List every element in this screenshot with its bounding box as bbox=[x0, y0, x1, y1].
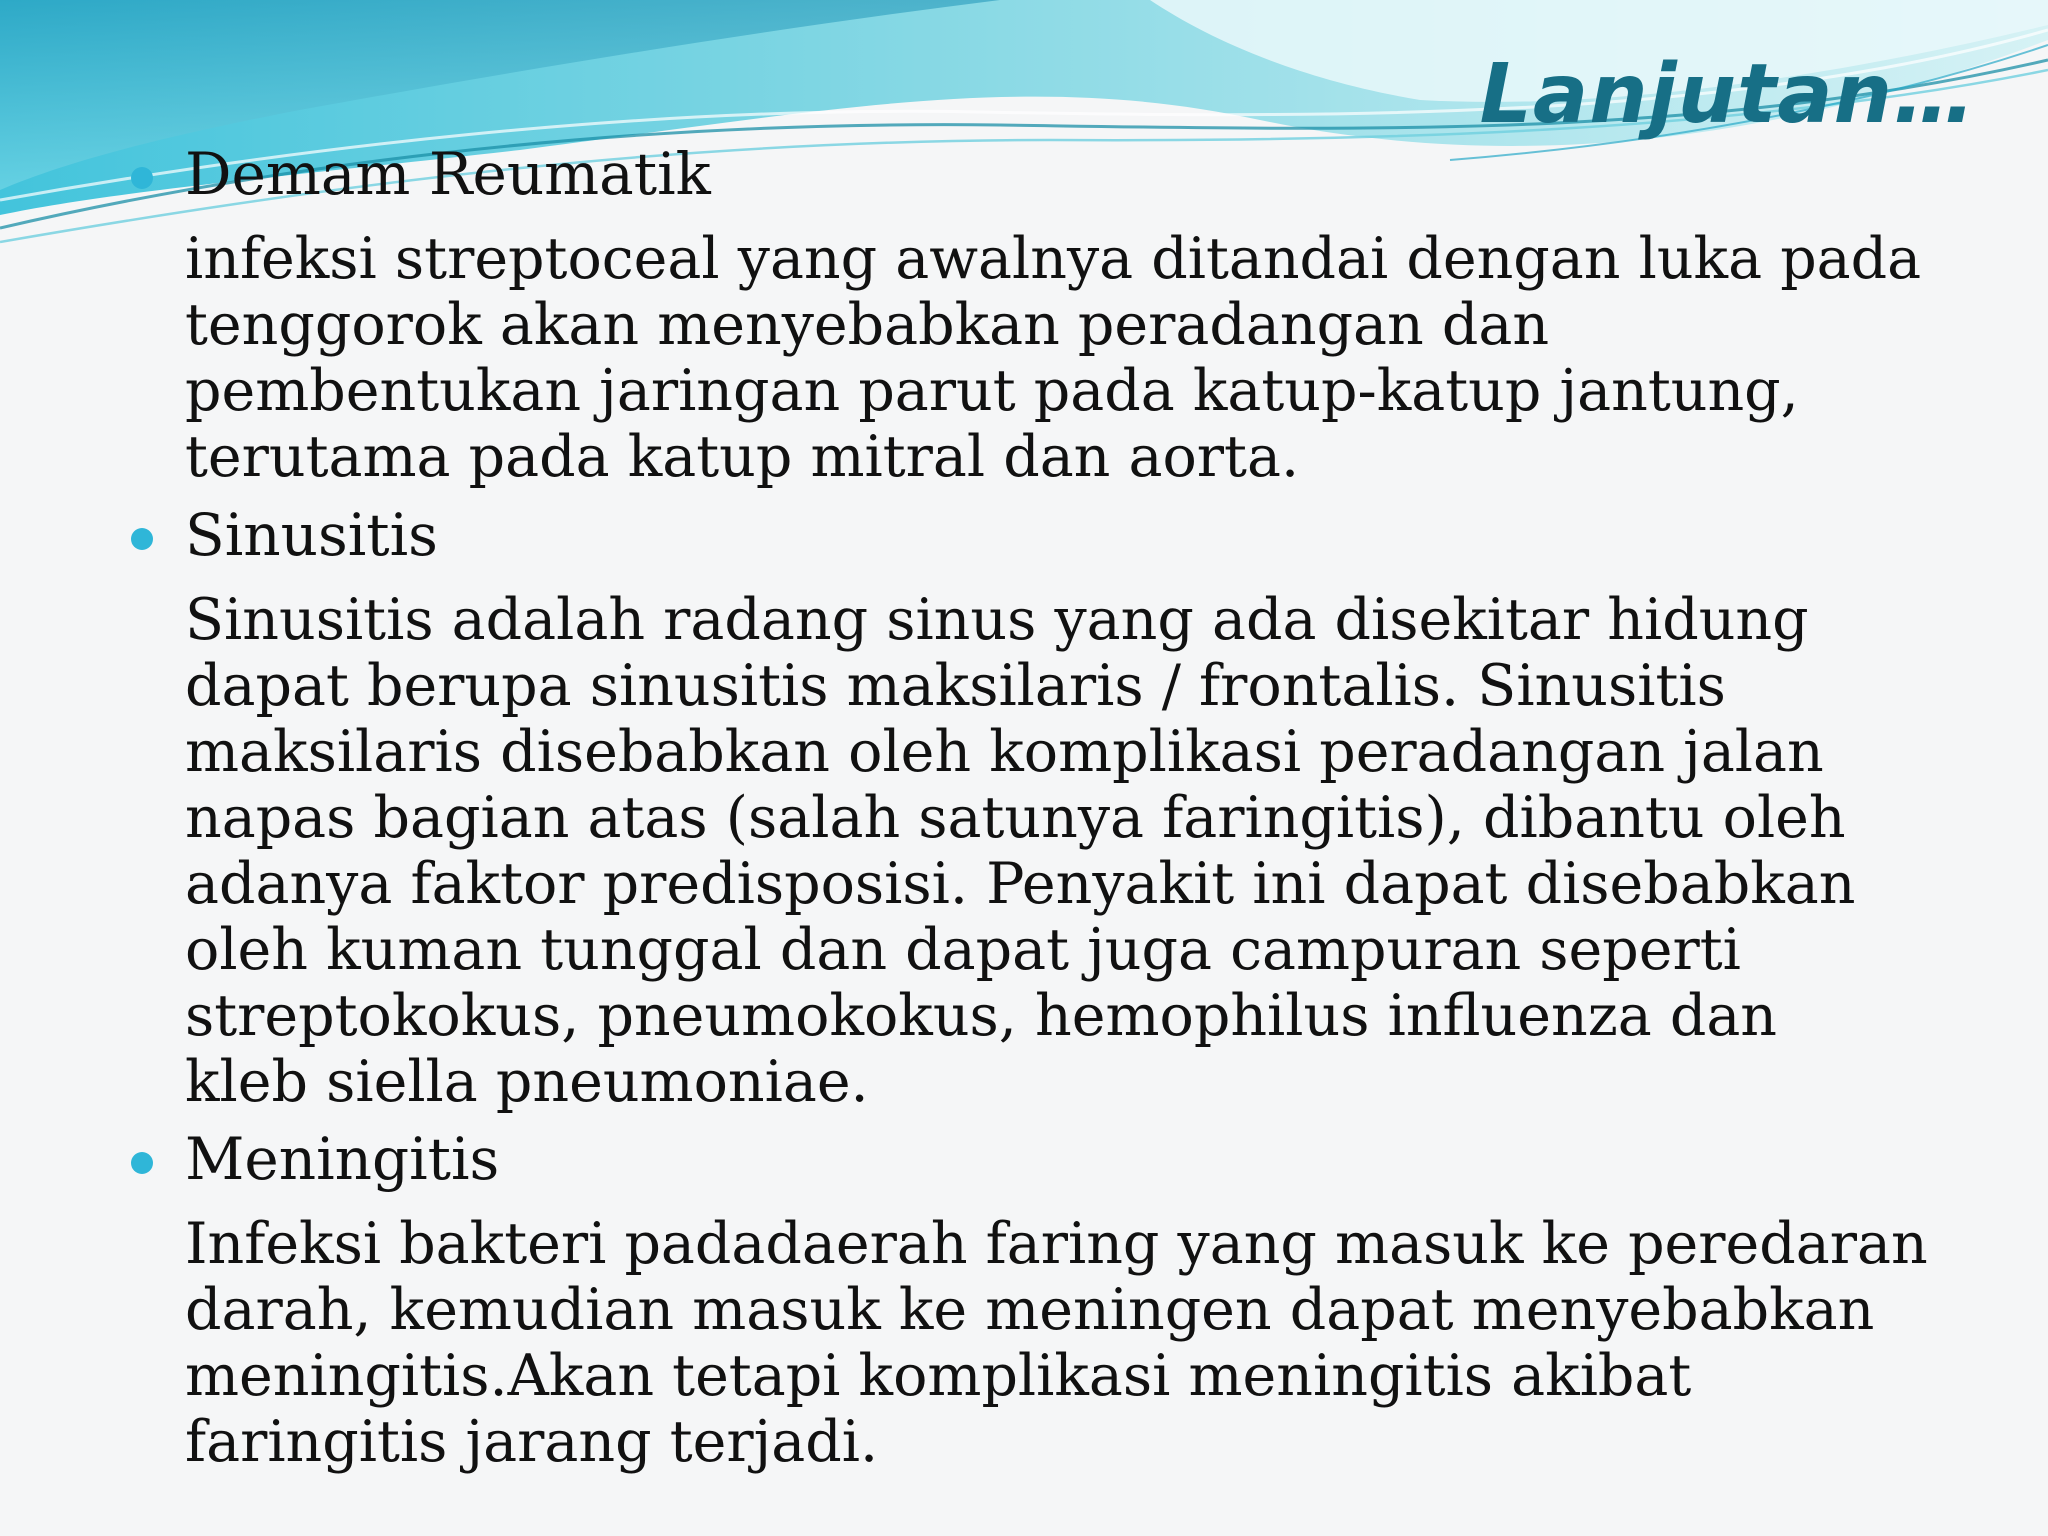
bullet-icon bbox=[131, 1152, 153, 1174]
item-body-demam-reumatik: infeksi streptoceal yang awalnya ditandai dengan luka pada tenggorok akan menyebabkan peradangan dan pembentukan jaringan parut pada katup-katup jantung, terutama pada katup mitral dan aorta. bbox=[185, 226, 1922, 490]
item-body-sinusitis: Sinusitis adalah radang sinus yang ada disekitar hidung dapat berupa sinusitis maksilaris / frontalis. Sinusitis maksilaris disebabkan oleh komplikasi peradangan jalan napas bagian atas (salah satunya faringitis), dibantu oleh adanya faktor predisposisi. Penyakit ini dapat disebabkan oleh kuman tunggal dan dapat juga campuran seperti streptokokus, pneumokokus, hemophilus influenza dan kleb siella pneumoniae. bbox=[185, 587, 1856, 1115]
item-body-meningitis: Infeksi bakteri padadaerah faring yang masuk ke peredaran darah, kemudian masuk ke meningen dapat menyebabkan meningitis.Akan tetapi komplikasi meningitis akibat faringitis jarang terjadi. bbox=[185, 1211, 1928, 1475]
item-heading-sinusitis: Sinusitis bbox=[185, 501, 438, 569]
bullet-icon bbox=[131, 528, 153, 550]
item-heading-demam-reumatik: Demam Reumatik bbox=[185, 140, 711, 208]
bullet-icon bbox=[131, 167, 153, 189]
slide-title: Lanjutan… bbox=[1479, 47, 1976, 142]
item-heading-meningitis: Meningitis bbox=[185, 1125, 500, 1193]
